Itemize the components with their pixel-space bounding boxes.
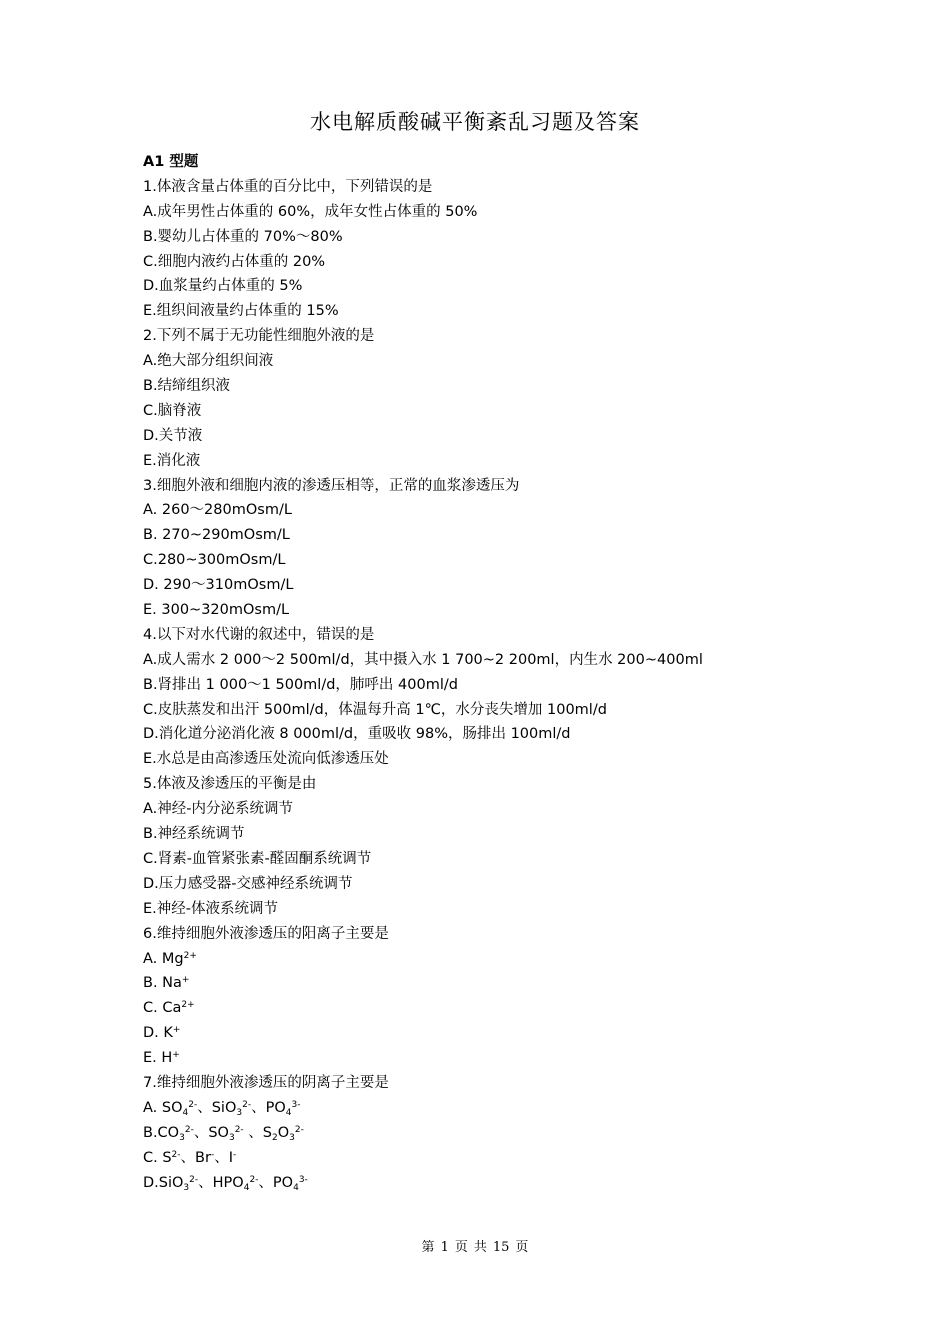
ion-subscript: 3 [179, 1132, 185, 1143]
text-line: E.组织间液量约占体重的 15% [143, 303, 339, 320]
question-7-stem: 7.维持细胞外液渗透压的阴离子主要是 [143, 1074, 389, 1091]
option-text: D.SiO [143, 1174, 184, 1191]
text-line: D.关节液 [143, 427, 203, 444]
option-line [143, 947, 823, 972]
footer-total-pages: 15 [492, 1240, 510, 1255]
text-line: A.神经-内分泌系统调节 [143, 801, 294, 818]
ion-subscript: 4 [243, 1182, 250, 1193]
ion-charge: 2- [184, 1124, 194, 1135]
text-line: B.神经系统调节 [143, 826, 245, 843]
ion-charge: + [181, 975, 190, 986]
page-footer [0, 1236, 950, 1255]
ion-charge: 2- [249, 1174, 259, 1185]
ion-subscript: 4 [293, 1182, 299, 1193]
text-line: C.脑脊液 [143, 402, 202, 419]
option-text: 、PO [258, 1174, 294, 1191]
ion-subscript: 4 [285, 1107, 292, 1118]
ion-charge: 3- [298, 1174, 308, 1185]
footer-label-before: 第 [421, 1240, 435, 1255]
text-line: A.成人需水 2 000～2 500ml/d，其中摄入水 1 700~2 200ml，内生水 200~400ml [143, 651, 703, 668]
ion-charge: - [232, 1149, 237, 1160]
text-line: 1.体液含量占体重的百分比中，下列错误的是 [143, 178, 433, 195]
text-line: D.消化道分泌消化液 8 000ml/d，重吸收 98%，肠排出 100ml/d [143, 726, 571, 743]
text-line: B.肾排出 1 000～1 500ml/d，肺呼出 400ml/d [143, 676, 458, 693]
ion-charge: 2+ [183, 950, 197, 961]
text-line: 2.下列不属于无功能性细胞外液的是 [143, 328, 375, 345]
section-heading: A1 型题 [143, 154, 199, 170]
option-line [143, 1096, 823, 1121]
ion-charge: 2- [189, 1174, 199, 1185]
text-line: E. 300~320mOsm/L [143, 602, 290, 619]
option-line [143, 1146, 823, 1171]
text-line: B.结缔组织液 [143, 378, 231, 395]
option-text: 、HPO [198, 1174, 244, 1191]
text-line: C.皮肤蒸发和出汗 500ml/d，体温每升高 1℃，水分丧失增加 100ml/d [143, 701, 607, 718]
text-line: D. 290～310mOsm/L [143, 577, 294, 594]
ion-subscript: 4 [182, 1107, 189, 1118]
ion-subscript: 3 [183, 1182, 190, 1193]
ion-subscript: 2 [272, 1132, 278, 1143]
option-line [143, 1171, 823, 1196]
option-line [143, 1046, 823, 1071]
ion-subscript: 3 [236, 1107, 243, 1118]
option-text: 、PO [251, 1099, 286, 1116]
document-body [143, 150, 823, 1195]
text-line: D.血浆量约占体重的 5% [143, 278, 303, 295]
text-line: D.压力感受器-交感神经系统调节 [143, 875, 353, 892]
footer-page-number: 1 [440, 1240, 449, 1255]
option-text: D. K [143, 1025, 173, 1042]
ion-charge: 2- [242, 1099, 252, 1110]
ion-subscript: 3 [289, 1132, 295, 1143]
text-line: 4.以下对水代谢的叙述中，错误的是 [143, 626, 375, 643]
option-text: O [277, 1124, 290, 1141]
option-line [143, 1021, 823, 1046]
footer-label-mid1: 页 [454, 1240, 468, 1255]
ion-charge: + [172, 1025, 181, 1036]
question-7-options [143, 1096, 823, 1196]
document-title: 水电解质酸碱平衡紊乱习题及答案 [310, 110, 640, 134]
text-line: E.神经-体液系统调节 [143, 900, 279, 917]
option-text: 、S [243, 1124, 272, 1141]
ion-subscript: 3 [228, 1132, 235, 1143]
text-line: E.消化液 [143, 452, 201, 469]
option-line [143, 971, 823, 996]
option-line [143, 996, 823, 1021]
ion-charge: 3- [291, 1099, 301, 1110]
text-line: C.细胞内液约占体重的 20% [143, 253, 326, 270]
option-text: C. S [143, 1149, 172, 1166]
option-text: 、I [214, 1149, 233, 1166]
option-text: B.CO [143, 1124, 180, 1141]
ion-charge: 2+ [181, 1000, 195, 1011]
ion-charge: 2- [234, 1124, 244, 1135]
text-line: A.成年男性占体重的 60%，成年女性占体重的 50% [143, 203, 478, 220]
text-line: B. 270~290mOsm/L [143, 527, 290, 544]
question-lines [143, 175, 823, 947]
footer-label-mid2: 共 [473, 1240, 487, 1255]
option-text: A. Mg [143, 950, 184, 967]
option-text: A. SO [143, 1099, 183, 1116]
text-line: C.280~300mOsm/L [143, 552, 286, 569]
question-6-options [143, 947, 823, 1071]
text-line: 6.维持细胞外液渗透压的阳离子主要是 [143, 925, 389, 942]
text-line: A. 260～280mOsm/L [143, 502, 292, 519]
text-line: A.绝大部分组织间液 [143, 353, 274, 370]
option-text: B. Na [143, 975, 182, 992]
option-text: E. H [143, 1050, 173, 1067]
text-line: B.婴幼儿占体重的 70%～80% [143, 228, 343, 245]
text-line: E.水总是由高渗透压处流向低渗透压处 [143, 751, 389, 768]
text-line: 3.细胞外液和细胞内液的渗透压相等，正常的血浆渗透压为 [143, 477, 520, 494]
ion-charge: 2- [294, 1124, 304, 1135]
ion-charge: 2- [188, 1099, 198, 1110]
ion-charge: + [172, 1050, 180, 1061]
option-text: C. Ca [143, 1000, 182, 1017]
footer-label-after: 页 [515, 1240, 529, 1255]
option-text: 、SO [193, 1124, 229, 1141]
text-line: 5.体液及渗透压的平衡是由 [143, 776, 317, 793]
text-line: C.肾素-血管紧张素-醛固酮系统调节 [143, 850, 372, 867]
ion-charge: - [210, 1149, 215, 1160]
option-text: 、Br [180, 1149, 211, 1166]
option-line [143, 1121, 823, 1146]
option-text: 、SiO [197, 1099, 237, 1116]
ion-charge: 2- [171, 1149, 181, 1160]
